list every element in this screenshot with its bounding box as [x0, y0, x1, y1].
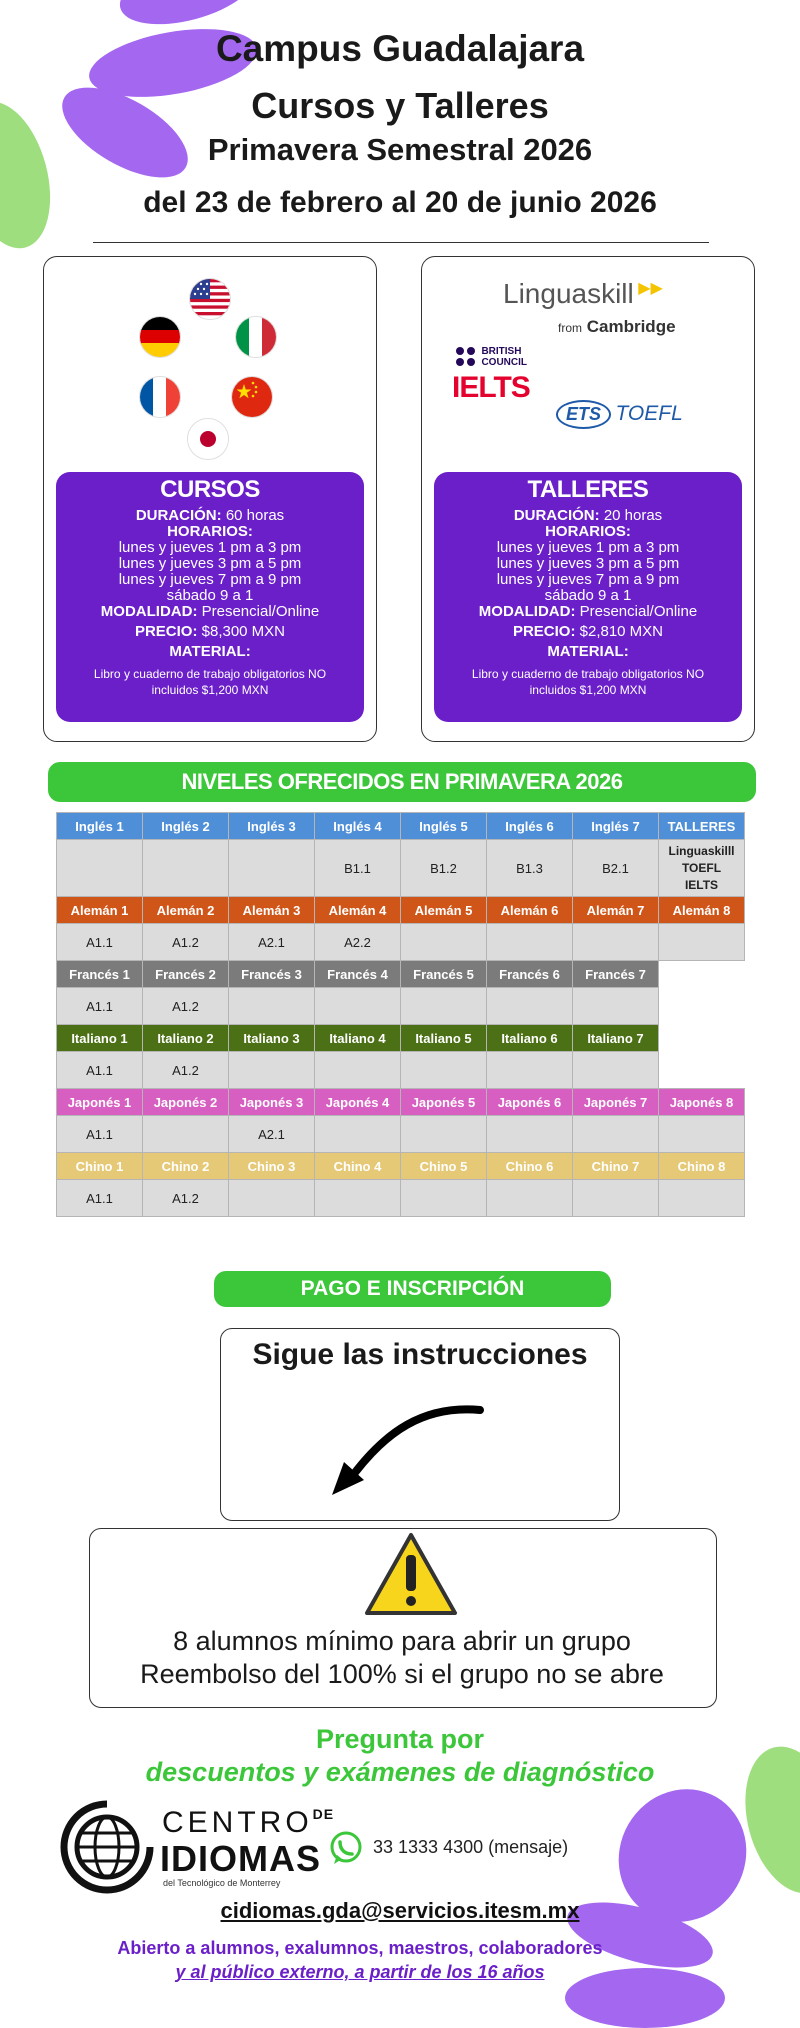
duracion-label: DURACIÓN: [135, 507, 222, 524]
precio-value: $2,810 MXN [579, 623, 664, 640]
horario-item: lunes y jueves 7 pm a 9 pm [118, 571, 302, 588]
china-flag-icon [231, 376, 273, 418]
level-header-cell: Italiano 1 [57, 1025, 143, 1052]
level-value-cell [401, 1116, 487, 1153]
level-header-cell: Alemán 7 [573, 897, 659, 924]
level-header-cell: Italiano 3 [229, 1025, 315, 1052]
duracion-label: DURACIÓN: [513, 507, 600, 524]
level-header-cell: Italiano 7 [573, 1025, 659, 1052]
horario-item: lunes y jueves 3 pm a 5 pm [118, 555, 302, 572]
modalidad-label: MODALIDAD: [478, 603, 576, 620]
level-value-cell: A1.2 [143, 1180, 229, 1217]
ets-text: ETS [556, 400, 611, 429]
ets-toefl-logo [556, 400, 683, 429]
centro-idiomas-globe-icon [60, 1800, 155, 1895]
level-value-cell: A1.1 [57, 988, 143, 1025]
subtitle: Cursos y Talleres [251, 85, 549, 126]
level-value-cell: A1.2 [143, 988, 229, 1025]
level-header-row [57, 961, 745, 988]
level-value-cell [573, 924, 659, 961]
level-header-cell: Francés 5 [401, 961, 487, 988]
level-header-cell: Chino 1 [57, 1153, 143, 1180]
term-title: Primavera Semestral 2026 [207, 132, 593, 167]
level-header-row [57, 1153, 745, 1180]
de-word: DE [312, 1806, 335, 1822]
curved-arrow-icon [330, 1400, 490, 1500]
level-value-cell: B2.1 [573, 840, 659, 897]
level-value-cell: B1.3 [487, 840, 573, 897]
level-value-cell: A1.2 [143, 924, 229, 961]
refund-text: Reembolso del 100% si el grupo no se abre [140, 1659, 664, 1689]
level-value-cell: A2.2 [315, 924, 401, 961]
level-header-cell: Chino 8 [659, 1153, 745, 1180]
precio-label: PRECIO: [134, 623, 198, 640]
level-header-cell: Italiano 4 [315, 1025, 401, 1052]
empty-cell [659, 1025, 745, 1052]
level-header-cell: Chino 4 [315, 1153, 401, 1180]
level-value-cell [315, 988, 401, 1025]
level-value-cell: A1.1 [57, 924, 143, 961]
level-header-cell: Inglés 4 [315, 813, 401, 840]
minimum-students-text: 8 alumnos mínimo para abrir un grupo [173, 1626, 631, 1656]
horario-item: sábado 9 a 1 [166, 587, 254, 604]
level-header-cell: Alemán 6 [487, 897, 573, 924]
level-value-cell [401, 1180, 487, 1217]
level-value-cell [487, 988, 573, 1025]
level-header-cell: Alemán 1 [57, 897, 143, 924]
level-value-cell [573, 1116, 659, 1153]
level-header-cell: Alemán 4 [315, 897, 401, 924]
level-value-cell [229, 1052, 315, 1089]
level-header-cell: Japonés 4 [315, 1089, 401, 1116]
level-value-cell: Linguaskilll TOEFL IELTS [659, 840, 745, 897]
level-value-cell [57, 840, 143, 897]
level-value-cell: A1.1 [57, 1180, 143, 1217]
cambridge-text: Cambridge [586, 317, 676, 336]
level-header-cell: Chino 3 [229, 1153, 315, 1180]
level-value-cell [401, 1052, 487, 1089]
material-value: Libro y cuaderno de trabajo obligatorios NO incluidos $1,200 MXN [471, 667, 705, 697]
level-header-row [57, 1025, 745, 1052]
level-header-cell: Alemán 5 [401, 897, 487, 924]
ielts-logo: IELTS [452, 371, 530, 404]
instructions-text: Sigue las instrucciones [252, 1338, 588, 1371]
precio-value: $8,300 MXN [201, 623, 286, 640]
horario-item: lunes y jueves 3 pm a 5 pm [496, 555, 680, 572]
level-value-cell: A2.1 [229, 1116, 315, 1153]
material-label: MATERIAL: [547, 643, 629, 660]
level-header-cell: Inglés 6 [487, 813, 573, 840]
centro-text [162, 1806, 334, 1840]
level-value-cell [401, 988, 487, 1025]
horarios-label: HORARIOS: [545, 523, 631, 540]
usa-flag-icon [189, 278, 231, 320]
level-header-cell: Italiano 5 [401, 1025, 487, 1052]
level-value-cell [487, 924, 573, 961]
level-header-cell: Chino 2 [143, 1153, 229, 1180]
level-value-row [57, 840, 745, 897]
level-header-cell: Japonés 5 [401, 1089, 487, 1116]
germany-flag-icon [139, 316, 181, 358]
email-link[interactable]: cidiomas.gda@servicios.itesm.mx [220, 1898, 580, 1923]
duracion-value: 60 horas [225, 507, 285, 524]
level-value-cell: A1.2 [143, 1052, 229, 1089]
talleres-panel [434, 472, 742, 722]
horario-item: sábado 9 a 1 [544, 587, 632, 604]
pregunta-line1: Pregunta por [315, 1724, 484, 1754]
level-value-cell [315, 1180, 401, 1217]
level-header-cell: Chino 7 [573, 1153, 659, 1180]
empty-cell [659, 961, 745, 988]
level-header-cell: Inglés 1 [57, 813, 143, 840]
level-header-cell: Inglés 5 [401, 813, 487, 840]
cursos-title: CURSOS [160, 476, 260, 503]
level-header-row [57, 897, 745, 924]
horario-item: lunes y jueves 1 pm a 3 pm [118, 539, 302, 556]
level-value-cell [229, 988, 315, 1025]
level-header-cell: Francés 1 [57, 961, 143, 988]
warning-icon [363, 1531, 459, 1617]
modalidad-value: Presencial/Online [201, 603, 320, 620]
cambridge-logo [558, 317, 676, 337]
levels-table [56, 812, 745, 1217]
level-header-cell: Japonés 8 [659, 1089, 745, 1116]
level-value-cell [659, 924, 745, 961]
modalidad-label: MODALIDAD: [100, 603, 198, 620]
council-text: COUNCIL [481, 357, 528, 368]
level-value-cell [487, 1116, 573, 1153]
level-value-cell [315, 1116, 401, 1153]
empty-cell [659, 988, 745, 1025]
level-header-cell: Francés 2 [143, 961, 229, 988]
level-value-cell: A2.1 [229, 924, 315, 961]
level-value-cell: A1.1 [57, 1052, 143, 1089]
level-header-cell: Italiano 6 [487, 1025, 573, 1052]
material-value: Libro y cuaderno de trabajo obligatorios NO incluidos $1,200 MXN [93, 667, 327, 697]
level-value-cell [573, 1180, 659, 1217]
level-value-cell [659, 1116, 745, 1153]
duracion-value: 20 horas [603, 507, 663, 524]
level-header-cell: Japonés 1 [57, 1089, 143, 1116]
horario-item: lunes y jueves 7 pm a 9 pm [496, 571, 680, 588]
level-header-cell: Inglés 3 [229, 813, 315, 840]
level-header-cell: Japonés 2 [143, 1089, 229, 1116]
level-header-cell: Francés 3 [229, 961, 315, 988]
idiomas-text: IDIOMAS [160, 1838, 322, 1879]
audience-line2: y al público externo, a partir de los 16 años [175, 1962, 545, 1982]
modalidad-value: Presencial/Online [579, 603, 698, 620]
british-council-dots-icon [455, 346, 477, 368]
level-header-cell: Inglés 7 [573, 813, 659, 840]
dates-title: del 23 de febrero al 20 de junio 2026 [143, 186, 657, 219]
level-value-row [57, 1180, 745, 1217]
phone-number[interactable]: 33 1333 4300 (mensaje) [373, 1837, 569, 1857]
level-value-cell [229, 840, 315, 897]
level-header-cell: Alemán 3 [229, 897, 315, 924]
level-value-row [57, 988, 745, 1025]
level-header-cell: Japonés 3 [229, 1089, 315, 1116]
level-header-cell: Francés 7 [573, 961, 659, 988]
whatsapp-icon [328, 1830, 364, 1866]
british-text: BRITISH [481, 346, 522, 357]
linguaskill-text: Linguaskill [503, 278, 634, 309]
from-text: from [558, 321, 582, 335]
level-header-cell: TALLERES [659, 813, 745, 840]
material-label: MATERIAL: [169, 643, 251, 660]
level-value-cell [315, 1052, 401, 1089]
audience-line1: Abierto a alumnos, exalumnos, maestros, colaboradores [117, 1938, 603, 1958]
talleres-title: TALLERES [527, 476, 649, 503]
level-value-cell [143, 840, 229, 897]
level-header-cell: Japonés 7 [573, 1089, 659, 1116]
japan-flag-icon [187, 418, 229, 460]
level-value-cell [401, 924, 487, 961]
level-value-cell [143, 1116, 229, 1153]
level-header-row [57, 813, 745, 840]
level-value-cell: B1.1 [315, 840, 401, 897]
empty-cell [659, 1052, 745, 1089]
horario-item: lunes y jueves 1 pm a 3 pm [496, 539, 680, 556]
play-arrows-icon: ▶▶ [638, 280, 663, 297]
level-value-row [57, 1116, 745, 1153]
pregunta-line2: descuentos y exámenes de diagnóstico [145, 1757, 655, 1787]
level-header-cell: Japonés 6 [487, 1089, 573, 1116]
toefl-text: TOEFL [615, 402, 683, 425]
level-value-cell: A1.1 [57, 1116, 143, 1153]
pago-banner: PAGO E INSCRIPCIÓN [214, 1271, 611, 1307]
level-header-cell: Chino 6 [487, 1153, 573, 1180]
level-value-cell [573, 1052, 659, 1089]
france-flag-icon [139, 376, 181, 418]
horarios-label: HORARIOS: [167, 523, 253, 540]
level-header-row [57, 1089, 745, 1116]
cursos-panel [56, 472, 364, 722]
level-value-cell [487, 1180, 573, 1217]
level-header-cell: Francés 4 [315, 961, 401, 988]
level-value-row [57, 1052, 745, 1089]
level-header-cell: Francés 6 [487, 961, 573, 988]
level-header-cell: Alemán 2 [143, 897, 229, 924]
level-value-cell: B1.2 [401, 840, 487, 897]
level-value-cell [229, 1180, 315, 1217]
niveles-banner: NIVELES OFRECIDOS EN PRIMAVERA 2026 [48, 762, 756, 802]
level-header-cell: Italiano 2 [143, 1025, 229, 1052]
divider [93, 242, 709, 243]
centro-word: CENTRO [162, 1806, 313, 1839]
tec-text: del Tecnológico de Monterrey [163, 1878, 281, 1888]
level-header-cell: Inglés 2 [143, 813, 229, 840]
level-value-cell [487, 1052, 573, 1089]
level-value-cell [573, 988, 659, 1025]
level-value-cell [659, 1180, 745, 1217]
campus-title: Campus Guadalajara [215, 28, 585, 69]
level-value-row [57, 924, 745, 961]
italy-flag-icon [235, 316, 277, 358]
level-header-cell: Alemán 8 [659, 897, 745, 924]
british-council-logo [455, 346, 527, 370]
linguaskill-logo [503, 278, 683, 310]
precio-label: PRECIO: [512, 623, 576, 640]
level-header-cell: Chino 5 [401, 1153, 487, 1180]
